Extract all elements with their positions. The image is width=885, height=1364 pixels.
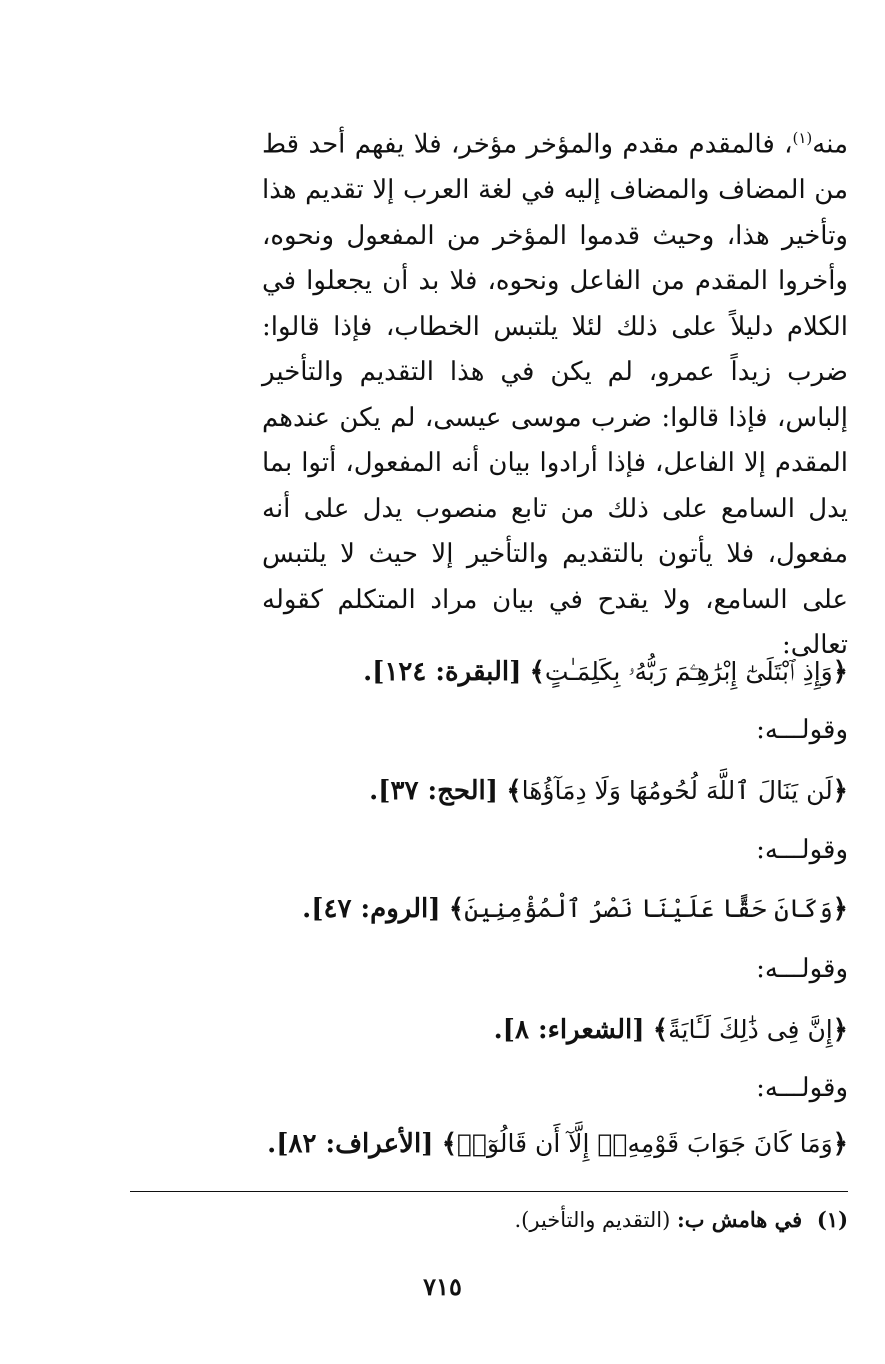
ornate-close-bracket: ﴾ <box>441 1129 457 1159</box>
verse-reference: [الروم: ٤٧]. <box>302 894 441 924</box>
ornate-open-bracket: ﴿ <box>832 1129 848 1159</box>
quran-quote-3 <box>302 889 848 929</box>
page-number: ٧١٥ <box>423 1272 462 1301</box>
verse-text: لَن يَنَالَ ٱللَّهَ لُحُومُهَا وَلَا دِمَآؤُهَا <box>521 776 833 805</box>
ornate-open-bracket: ﴿ <box>832 1015 848 1045</box>
verse-text: وَإِذِ ٱبْتَلَىٰٓ إِبْرَٰهِـۧمَ رَبُّهُۥ بِكَلِمَـٰتٍ <box>544 657 833 686</box>
connector-1: وقولـــه: <box>756 715 848 745</box>
connector-3: وقولـــه: <box>756 954 848 984</box>
verse-reference: [البقرة: ١٢٤]. <box>363 657 522 687</box>
ornate-close-bracket: ﴾ <box>652 1015 669 1045</box>
footnote-marker: (١) <box>792 129 813 147</box>
footnote-text: (التقديم والتأخير). <box>514 1208 671 1232</box>
verse-text: إِنَّ فِى ذَٰلِكَ لَـَٔايَةً <box>668 1015 833 1044</box>
verse-reference: [الأعراف: ٨٢]. <box>267 1129 434 1159</box>
verse-text: وَكَانَ حَقًّا عَلَيْنَا نَصْرُ ٱلْمُؤْمِنِينَ <box>464 894 833 923</box>
connector-2: وقولـــه: <box>756 835 848 865</box>
ornate-close-bracket: ﴾ <box>448 894 465 924</box>
footnote-label: في هامش ب: <box>676 1207 803 1232</box>
footnote-separator <box>130 1191 848 1192</box>
ornate-open-bracket: ﴿ <box>832 657 848 687</box>
footnote <box>514 1207 848 1232</box>
body-paragraph <box>262 116 848 669</box>
footnote-number: (١) <box>816 1207 848 1232</box>
ornate-close-bracket: ﴾ <box>529 657 545 687</box>
ornate-open-bracket: ﴿ <box>832 776 848 806</box>
ornate-open-bracket: ﴿ <box>832 894 848 924</box>
ornate-close-bracket: ﴾ <box>506 776 522 806</box>
verse-text: وَمَا كَانَ جَوَابَ قَوْمِهِۦٓ إِلَّآ أَن قَالُوٓا۟ <box>456 1129 833 1158</box>
quran-quote-1 <box>363 652 848 692</box>
quran-quote-2 <box>369 771 848 811</box>
quran-quote-5 <box>267 1124 848 1164</box>
connector-4: وقولـــه: <box>756 1073 848 1103</box>
body-text: ، فالمقدم مقدم والمؤخر مؤخر، فلا يفهم أحد قط من المضاف والمضاف إليه في لغة العرب إلا تقديم هذا وتأخير هذا، وحيث قدموا المؤخر من المفعول ونحوه، وأخروا المقدم من الفاعل ونحوه، فلا بد أن يجعلوا في الكلام دليلاً على ذلك لئلا يلتبس الخطاب، فإذا قالوا: ضرب زيداً عمرو، لم يكن في هذا التقديم والتأخير إلباس، فإذا قالوا: ضرب موسى عيسى، لم يكن عندهم المقدم إلا الفاعل، فإذا أرادوا بيان أنه المفعول، أتوا بما يدل السامع على ذلك من تابع منصوب يدل على أنه مفعول، فلا يأتون بالتقديم والتأخير إلا حيث لا يلتبس على السامع، ولا يقدح في بيان مراد المتكلم كقوله تعالى: <box>262 129 849 661</box>
verse-reference: [الحج: ٣٧]. <box>369 776 499 806</box>
quran-quote-4 <box>494 1010 848 1050</box>
verse-reference: [الشعراء: ٨]. <box>493 1015 645 1045</box>
body-lead: منه <box>812 129 848 160</box>
